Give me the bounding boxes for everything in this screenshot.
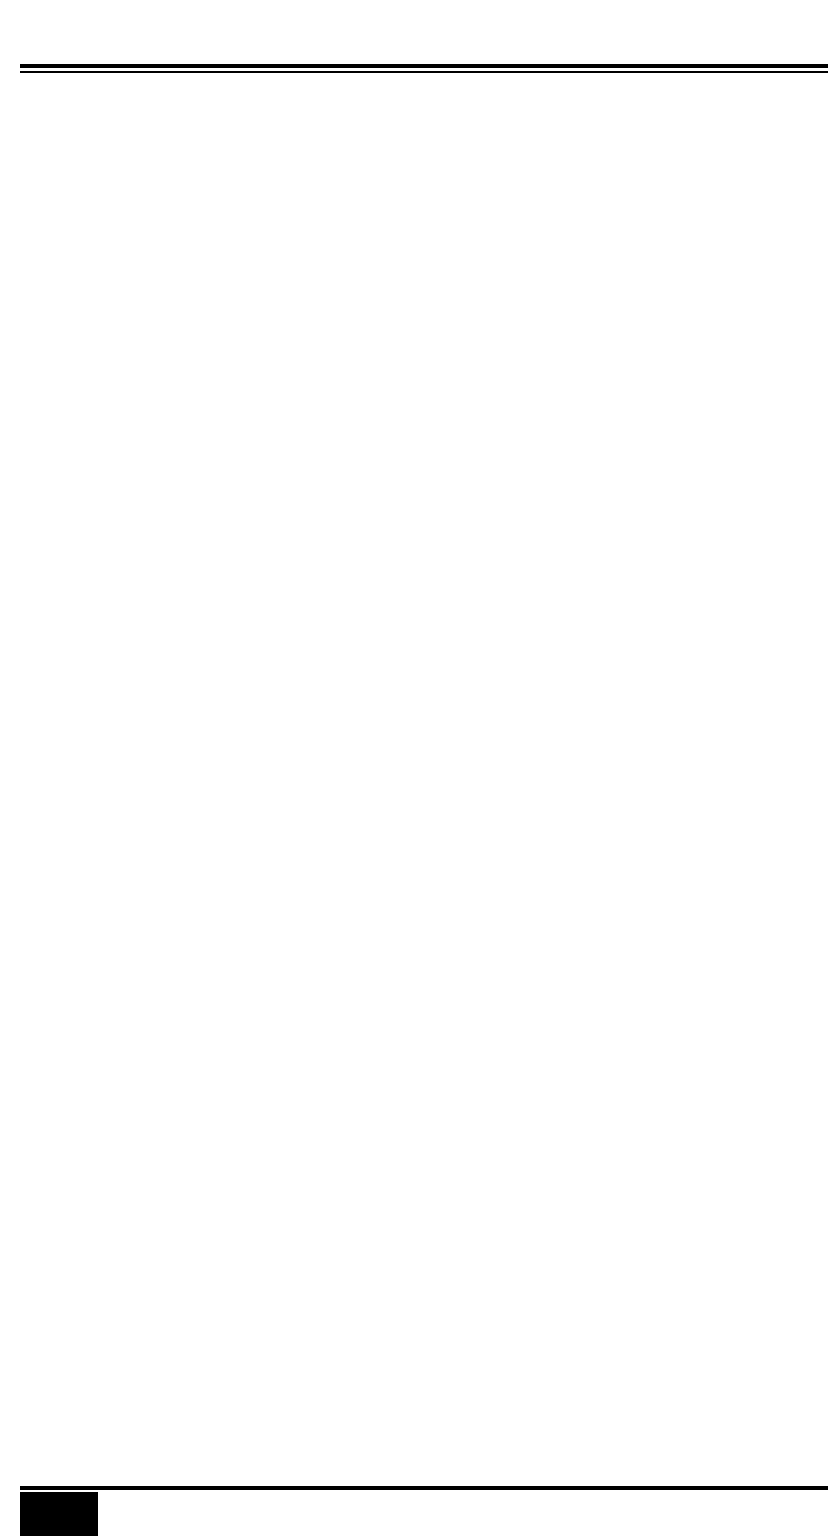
page-footer	[0, 1486, 840, 1540]
footer-links	[110, 1492, 828, 1536]
footer-rule	[20, 1486, 828, 1490]
footer-page-number	[20, 1492, 98, 1536]
header-rule-thin	[20, 71, 828, 73]
page-header	[0, 0, 840, 64]
header-rule-thick	[20, 64, 828, 68]
